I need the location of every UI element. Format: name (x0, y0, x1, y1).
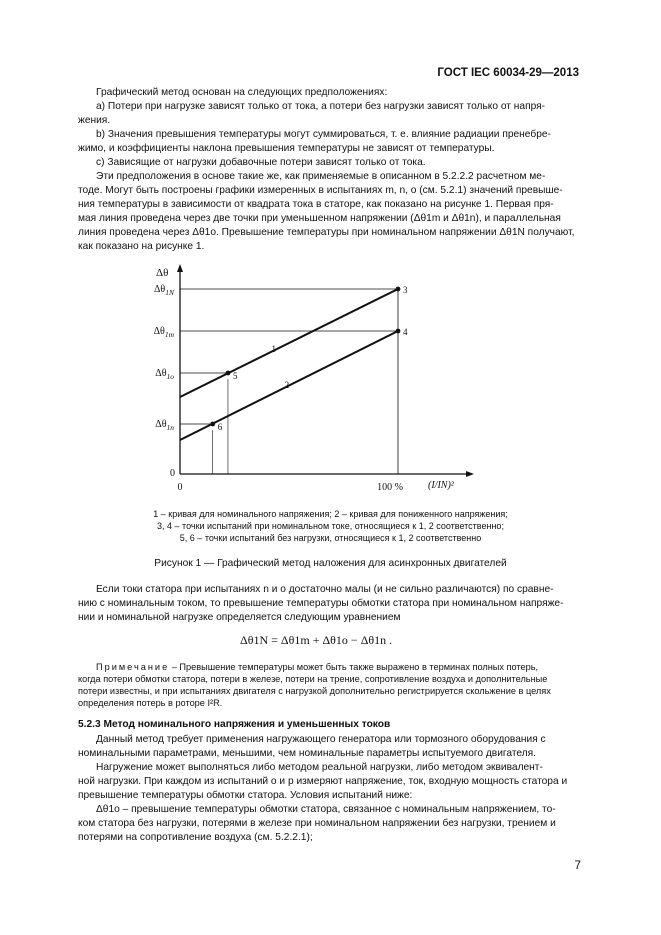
text-line: превышение температуры обмотки статора. Условия испытаний ниже: (78, 790, 413, 801)
text-line: жения. (78, 115, 111, 126)
x-axis-label: (I/IN)² (428, 480, 454, 491)
y-tick-label: 0 (170, 468, 175, 479)
figure-legend-line: 5, 6 – точки испытаний без нагрузки, относящиеся к 1, 2 соответственно (179, 533, 482, 543)
text-line: Если токи статора при испытаниях n и o достаточно малы (и не сильно различаются) по сравне- (96, 584, 554, 595)
text-line: ком статора без нагрузки, потерями в железе при номинальном напряжении без нагрузки, трением и (78, 818, 556, 829)
figure-caption: Рисунок 1 — Графический метод наложения для асинхронных двигателей (154, 558, 507, 569)
text-line: ной нагрузки. При каждом из испытаний o и p измеряют напряжение, ток, входную мощность статора и (78, 776, 568, 787)
series-label-2: 2 (284, 380, 290, 390)
equation: Δθ1N = Δθ1m + Δθ1o − Δθ1n . (240, 633, 393, 647)
point-label-5: 5 (232, 371, 238, 381)
text-line: нии и номинальной нагрузке определяется следующим уравнением (78, 612, 401, 623)
y-tick-label: $\Delta\theta_{1m}$ (153, 326, 174, 339)
series-label-1: 1 (271, 344, 277, 354)
text-line: Δθ1o – превышение температуры обмотки статора, связанное с номинальным напряжением, то- (96, 804, 556, 815)
text-line: b) Значения превышения температуры могут суммироваться, т. е. влияние радиации пренебре- (96, 129, 551, 140)
figure-legend-line: 1 – кривая для номинального напряжения; 2 – кривая для пониженного напряжения; (153, 509, 508, 519)
y-tick-label: $\Delta\theta_{1N}$ (154, 284, 174, 297)
note-line: потери известны, и при испытаниях двигателя с нагрузкой дополнительно регистрируется скольжение в целях (78, 686, 551, 696)
point-label-4: 4 (403, 327, 408, 337)
text-line: жимо, и коэффициенты наклона превышения температуры не зависят от температуры. (78, 143, 495, 154)
section-title: 5.2.3 Метод номинального напряжения и уменьшенных токов (78, 719, 391, 730)
page-number: 7 (574, 858, 581, 872)
y-tick-label: $\Delta\theta_{1n}$ (155, 419, 174, 432)
test-point-6 (210, 422, 215, 427)
text-line: потерями на сопротивление воздуха (см. 5.2.2.1); (78, 832, 313, 843)
point-label-3: 3 (403, 285, 408, 295)
note-text: – Превышение температуры может быть также выражено в терминах полных потерь, (169, 662, 539, 672)
test-point-3 (396, 287, 401, 292)
text-line: c) Зависящие от нагрузки добавочные потери зависят только от тока. (96, 157, 426, 168)
text-line: мая линия проведена через две точки при уменьшенном напряжении (Δθ1m и Δθ1n), и параллельная (78, 213, 561, 224)
text-line: Эти предположения в основе такие же, как применяемые в описанном в 5.2.2.2 расчетном ме- (96, 171, 546, 182)
superposition-chart (140, 262, 480, 502)
text-line: Нагружение может выполняться либо методом реальной нагрузки, либо методом эквивалент- (96, 762, 543, 773)
test-point-4 (396, 329, 401, 334)
y-axis-label: Δθ (156, 267, 169, 279)
note-line: определения потерь в роторе I²R. (78, 698, 223, 708)
x-tick-label: 100 % (377, 482, 403, 493)
x-tick-label: 0 (177, 482, 183, 493)
text-line: Графический метод основан на следующих предположениях: (96, 87, 388, 98)
text-line: тоде. Могут быть построены графики измеренных в испытаниях m, n, o (см. 5.2.1) значений превыше- (78, 185, 563, 196)
text-line: линия проведена через Δθ1o. Превышение температуры при номинальном напряжении Δθ1N получают, (78, 227, 575, 238)
test-point-5 (226, 371, 231, 376)
x-axis-arrow (466, 471, 474, 477)
document-header: ГОСТ IEC 60034-29—2013 (437, 67, 579, 79)
note-label: Примечание (96, 662, 170, 672)
y-tick-label: $\Delta\theta_{1o}$ (155, 368, 174, 381)
text-line: ния температуры в зависимости от квадрата тока в статоре, как показано на рисунке 1. Первая пря- (78, 199, 554, 210)
text-line: нию с номинальным током, то превышение температуры обмотки статора при номинальном напряже- (78, 598, 564, 609)
note-line (78, 661, 583, 673)
text-line: номинальными параметрами, меньшими, чем номинальные параметры испытуемого двигателя. (78, 748, 536, 759)
text-line: как показано на рисунке 1. (78, 241, 205, 252)
figure-legend-line: 3, 4 – точки испытаний при номинальном токе, относящиеся к 1, 2 соответственно; (157, 521, 504, 531)
note-line: когда потери обмотки статора, потери в железе, потери на трение, сопротивление воздуха и дополнительные (78, 674, 548, 684)
text-line: Данный метод требует применения нагружающего генератора или тормозного оборудования с (96, 734, 546, 745)
text-line: a) Потери при нагрузке зависят только от тока, а потери без нагрузки зависят только от напря- (96, 101, 546, 112)
point-label-6: 6 (217, 422, 223, 432)
y-axis-arrow (177, 264, 183, 272)
